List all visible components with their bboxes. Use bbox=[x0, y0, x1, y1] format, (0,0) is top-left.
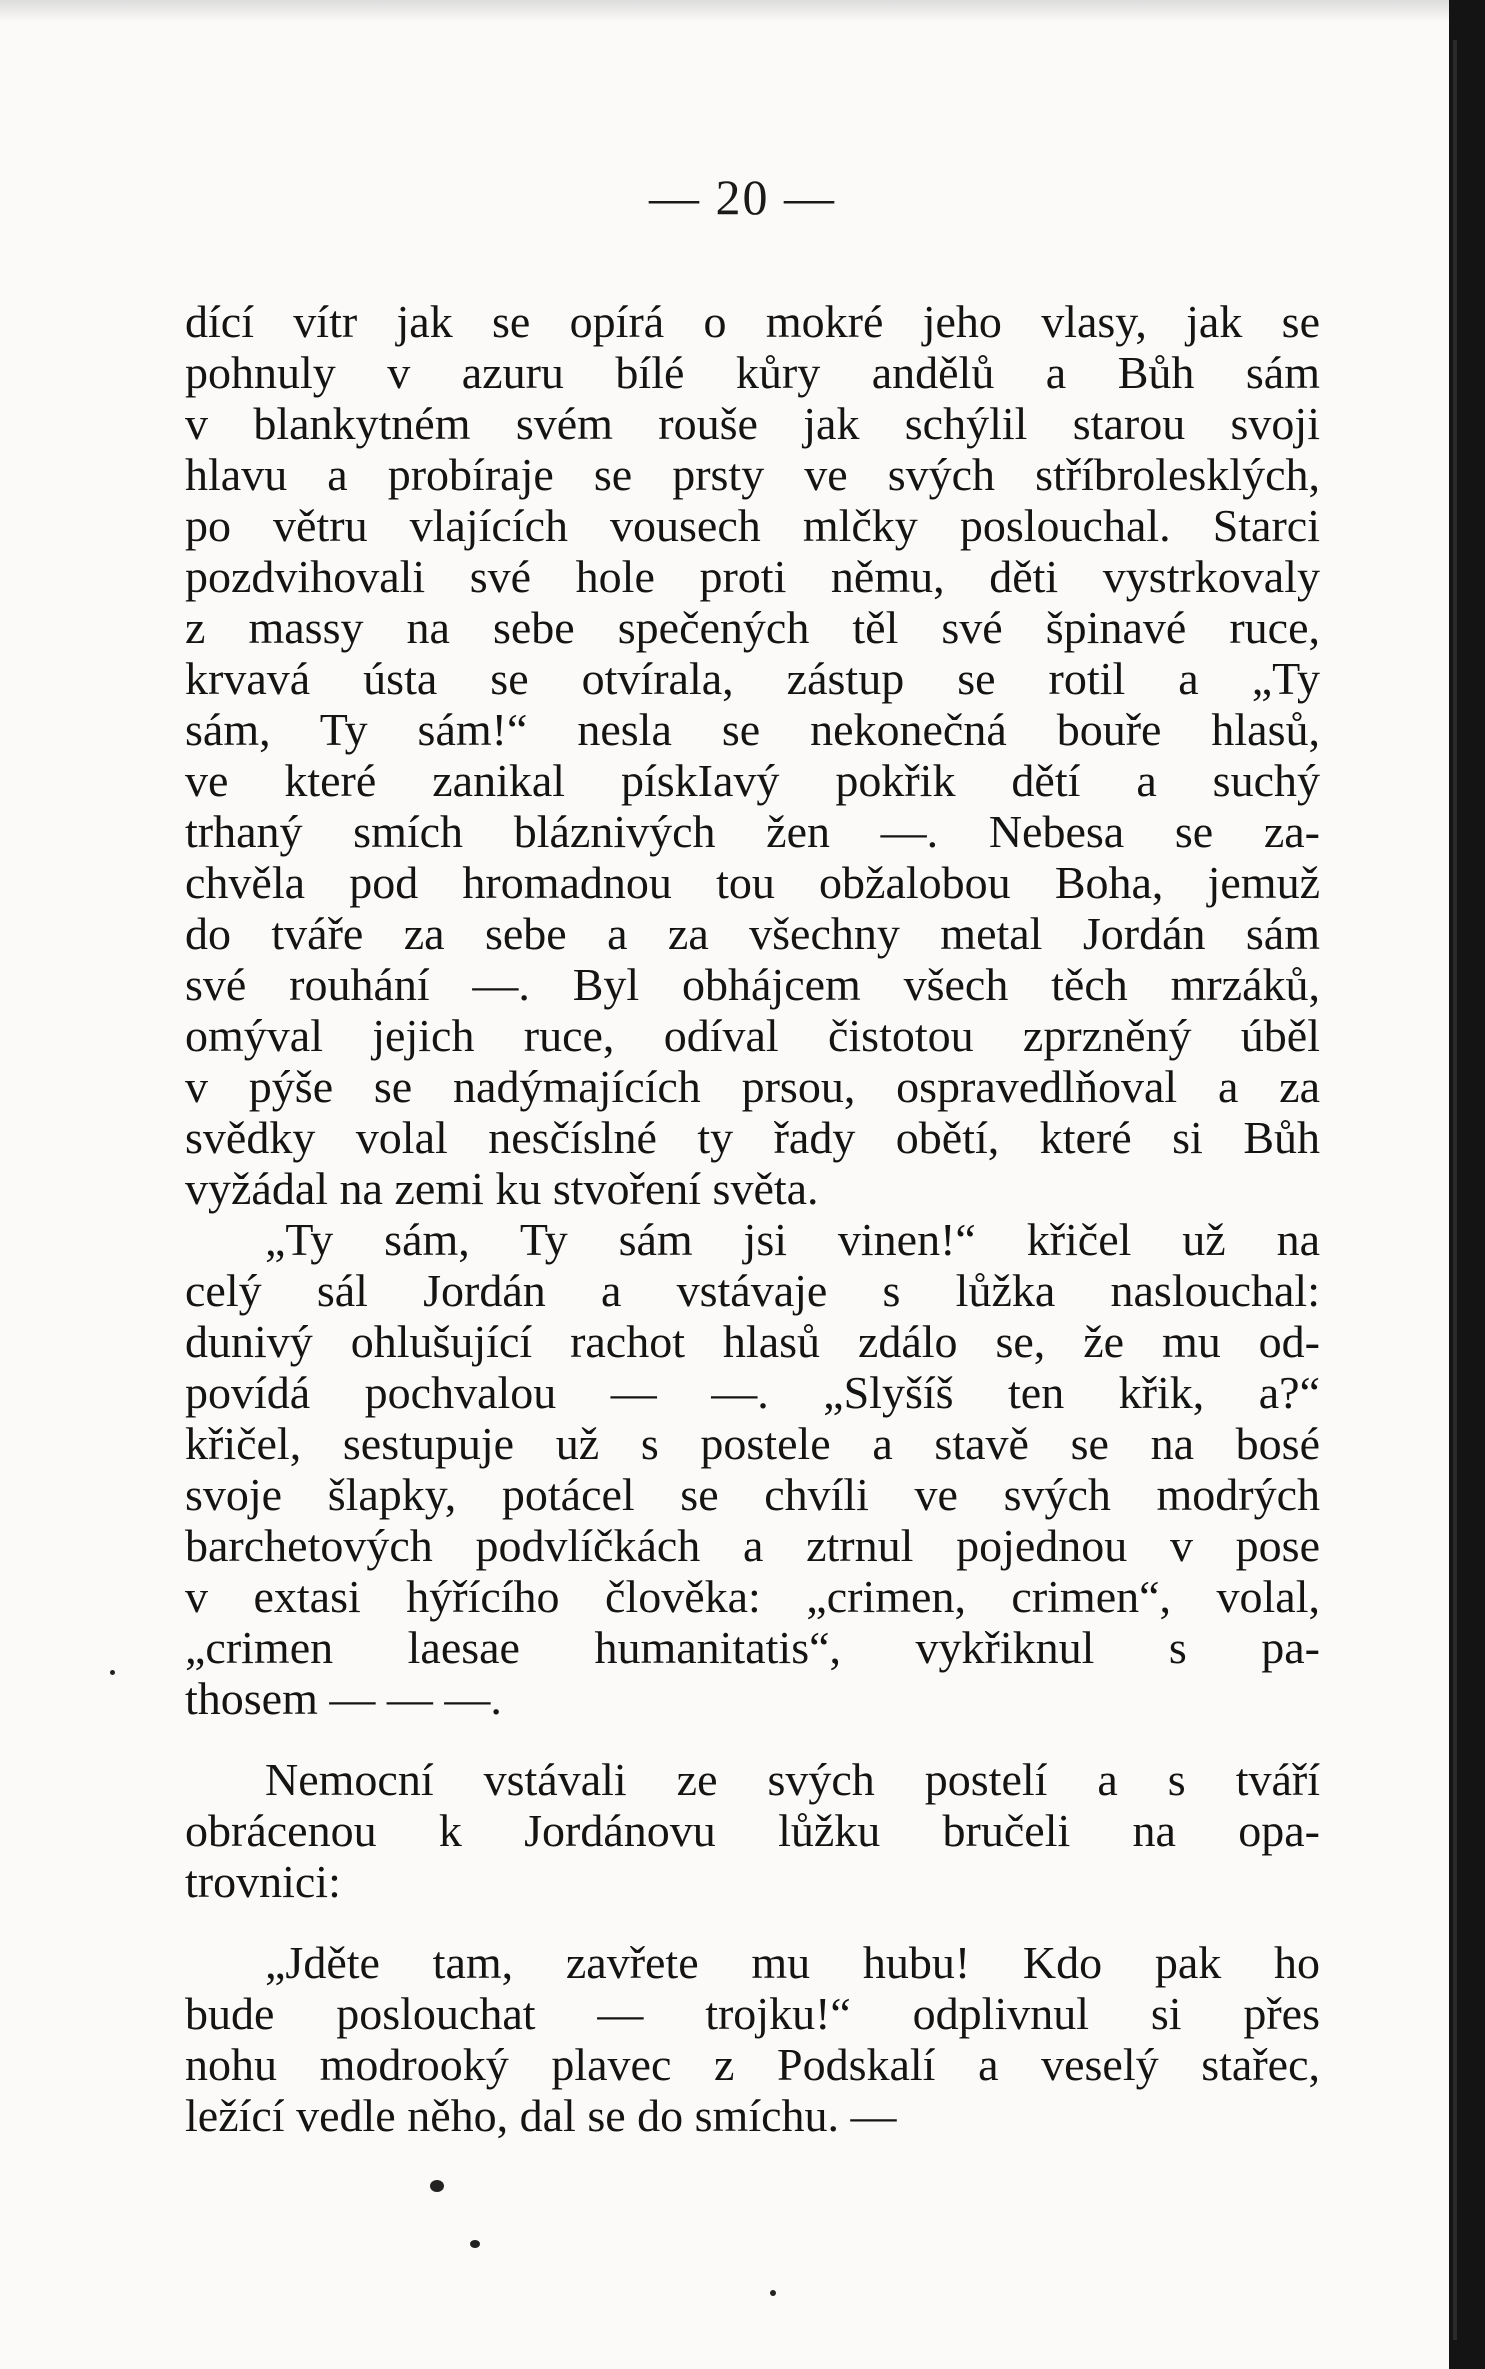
text-line: v extasi hýřícího člověka: „crimen, crimen“, volal, bbox=[185, 1571, 1320, 1622]
text-line: pozdvihovali své hole proti němu, děti vystrkovaly bbox=[185, 551, 1320, 602]
text-line: do tváře za sebe a za všechny metal Jordán sám bbox=[185, 908, 1320, 959]
text-line: nohu modrooký plavec z Podskalí a veselý stařec, bbox=[185, 2039, 1320, 2090]
text-line: obrácenou k Jordánovu lůžku bručeli na opa- bbox=[185, 1805, 1320, 1856]
text-line: dunivý ohlušující rachot hlasů zdálo se, že mu od- bbox=[185, 1316, 1320, 1367]
text-line: barchetových podvlíčkách a ztrnul pojednou v pose bbox=[185, 1520, 1320, 1571]
text-line: celý sál Jordán a vstávaje s lůžka naslouchal: bbox=[185, 1265, 1320, 1316]
text-line: v pýše se nadýmajících prsou, ospravedlňoval a za bbox=[185, 1061, 1320, 1112]
text-line: po větru vlajících vousech mlčky poslouchal. Starci bbox=[185, 500, 1320, 551]
ink-speck bbox=[430, 2180, 444, 2192]
text-line: „Jděte tam, zavřete mu hubu! Kdo pak ho bbox=[265, 1937, 1320, 1988]
text-line: v blankytném svém rouše jak schýlil starou svoji bbox=[185, 398, 1320, 449]
text-line: thosem — — —. bbox=[185, 1673, 502, 1724]
paragraph-gap bbox=[185, 1724, 1320, 1754]
text-line: bude poslouchat — trojku!“ odplivnul si přes bbox=[185, 1988, 1320, 2039]
text-line: svědky volal nesčíslné ty řady obětí, které si Bůh bbox=[185, 1112, 1320, 1163]
text-line: „crimen laesae humanitatis“, vykřiknul s pa- bbox=[185, 1622, 1320, 1673]
text-line: ve které zanikal pískIavý pokřik dětí a suchý bbox=[185, 755, 1320, 806]
text-line: omýval jejich ruce, odíval čistotou zprzněný úběl bbox=[185, 1010, 1320, 1061]
paragraph-gap bbox=[185, 1907, 1320, 1937]
text-line: své rouhání —. Byl obhájcem všech těch mrzáků, bbox=[185, 959, 1320, 1010]
text-line: ležící vedle něho, dal se do smíchu. — bbox=[185, 2090, 897, 2141]
ink-speck bbox=[770, 2290, 776, 2296]
text-line: dící vítr jak se opírá o mokré jeho vlasy, jak se bbox=[185, 296, 1320, 347]
ink-speck bbox=[470, 2240, 480, 2248]
text-line: chvěla pod hromadnou tou obžalobou Boha, jemuž bbox=[185, 857, 1320, 908]
text-line: trhaný smích bláznivých žen —. Nebesa se za- bbox=[185, 806, 1320, 857]
text-line: Nemocní vstávali ze svých postelí a s tváří bbox=[265, 1754, 1320, 1805]
paragraph-3 bbox=[185, 1754, 1320, 1907]
top-scan-shadow bbox=[0, 0, 1485, 22]
text-line: povídá pochvalou — —. „Slyšíš ten křik, a?“ bbox=[185, 1367, 1320, 1418]
ink-speck bbox=[110, 1670, 115, 1675]
paragraph-2 bbox=[185, 1214, 1320, 1724]
text-line: z massy na sebe spečených těl své špinavé ruce, bbox=[185, 602, 1320, 653]
text-line: pohnuly v azuru bílé kůry andělů a Bůh sám bbox=[185, 347, 1320, 398]
text-line: trovnici: bbox=[185, 1856, 341, 1907]
paragraph-1 bbox=[185, 296, 1320, 1214]
text-line: sám, Ty sám!“ nesla se nekonečná bouře hlasů, bbox=[185, 704, 1320, 755]
text-line: vyžádal na zemi ku stvoření světa. bbox=[185, 1163, 819, 1214]
text-line: hlavu a probíraje se prsty ve svých stříbrolesklých, bbox=[185, 449, 1320, 500]
text-line: krvavá ústa se otvírala, zástup se rotil a „Ty bbox=[185, 653, 1320, 704]
paragraph-4 bbox=[185, 1937, 1320, 2141]
right-scan-rule bbox=[1453, 40, 1457, 2340]
text-line: „Ty sám, Ty sám jsi vinen!“ křičel už na bbox=[265, 1214, 1320, 1265]
body-text bbox=[185, 296, 1320, 2141]
page-number: — 20 — bbox=[649, 169, 836, 225]
text-line: svoje šlapky, potácel se chvíli ve svých modrých bbox=[185, 1469, 1320, 1520]
text-line: křičel, sestupuje už s postele a stavě se na bosé bbox=[185, 1418, 1320, 1469]
